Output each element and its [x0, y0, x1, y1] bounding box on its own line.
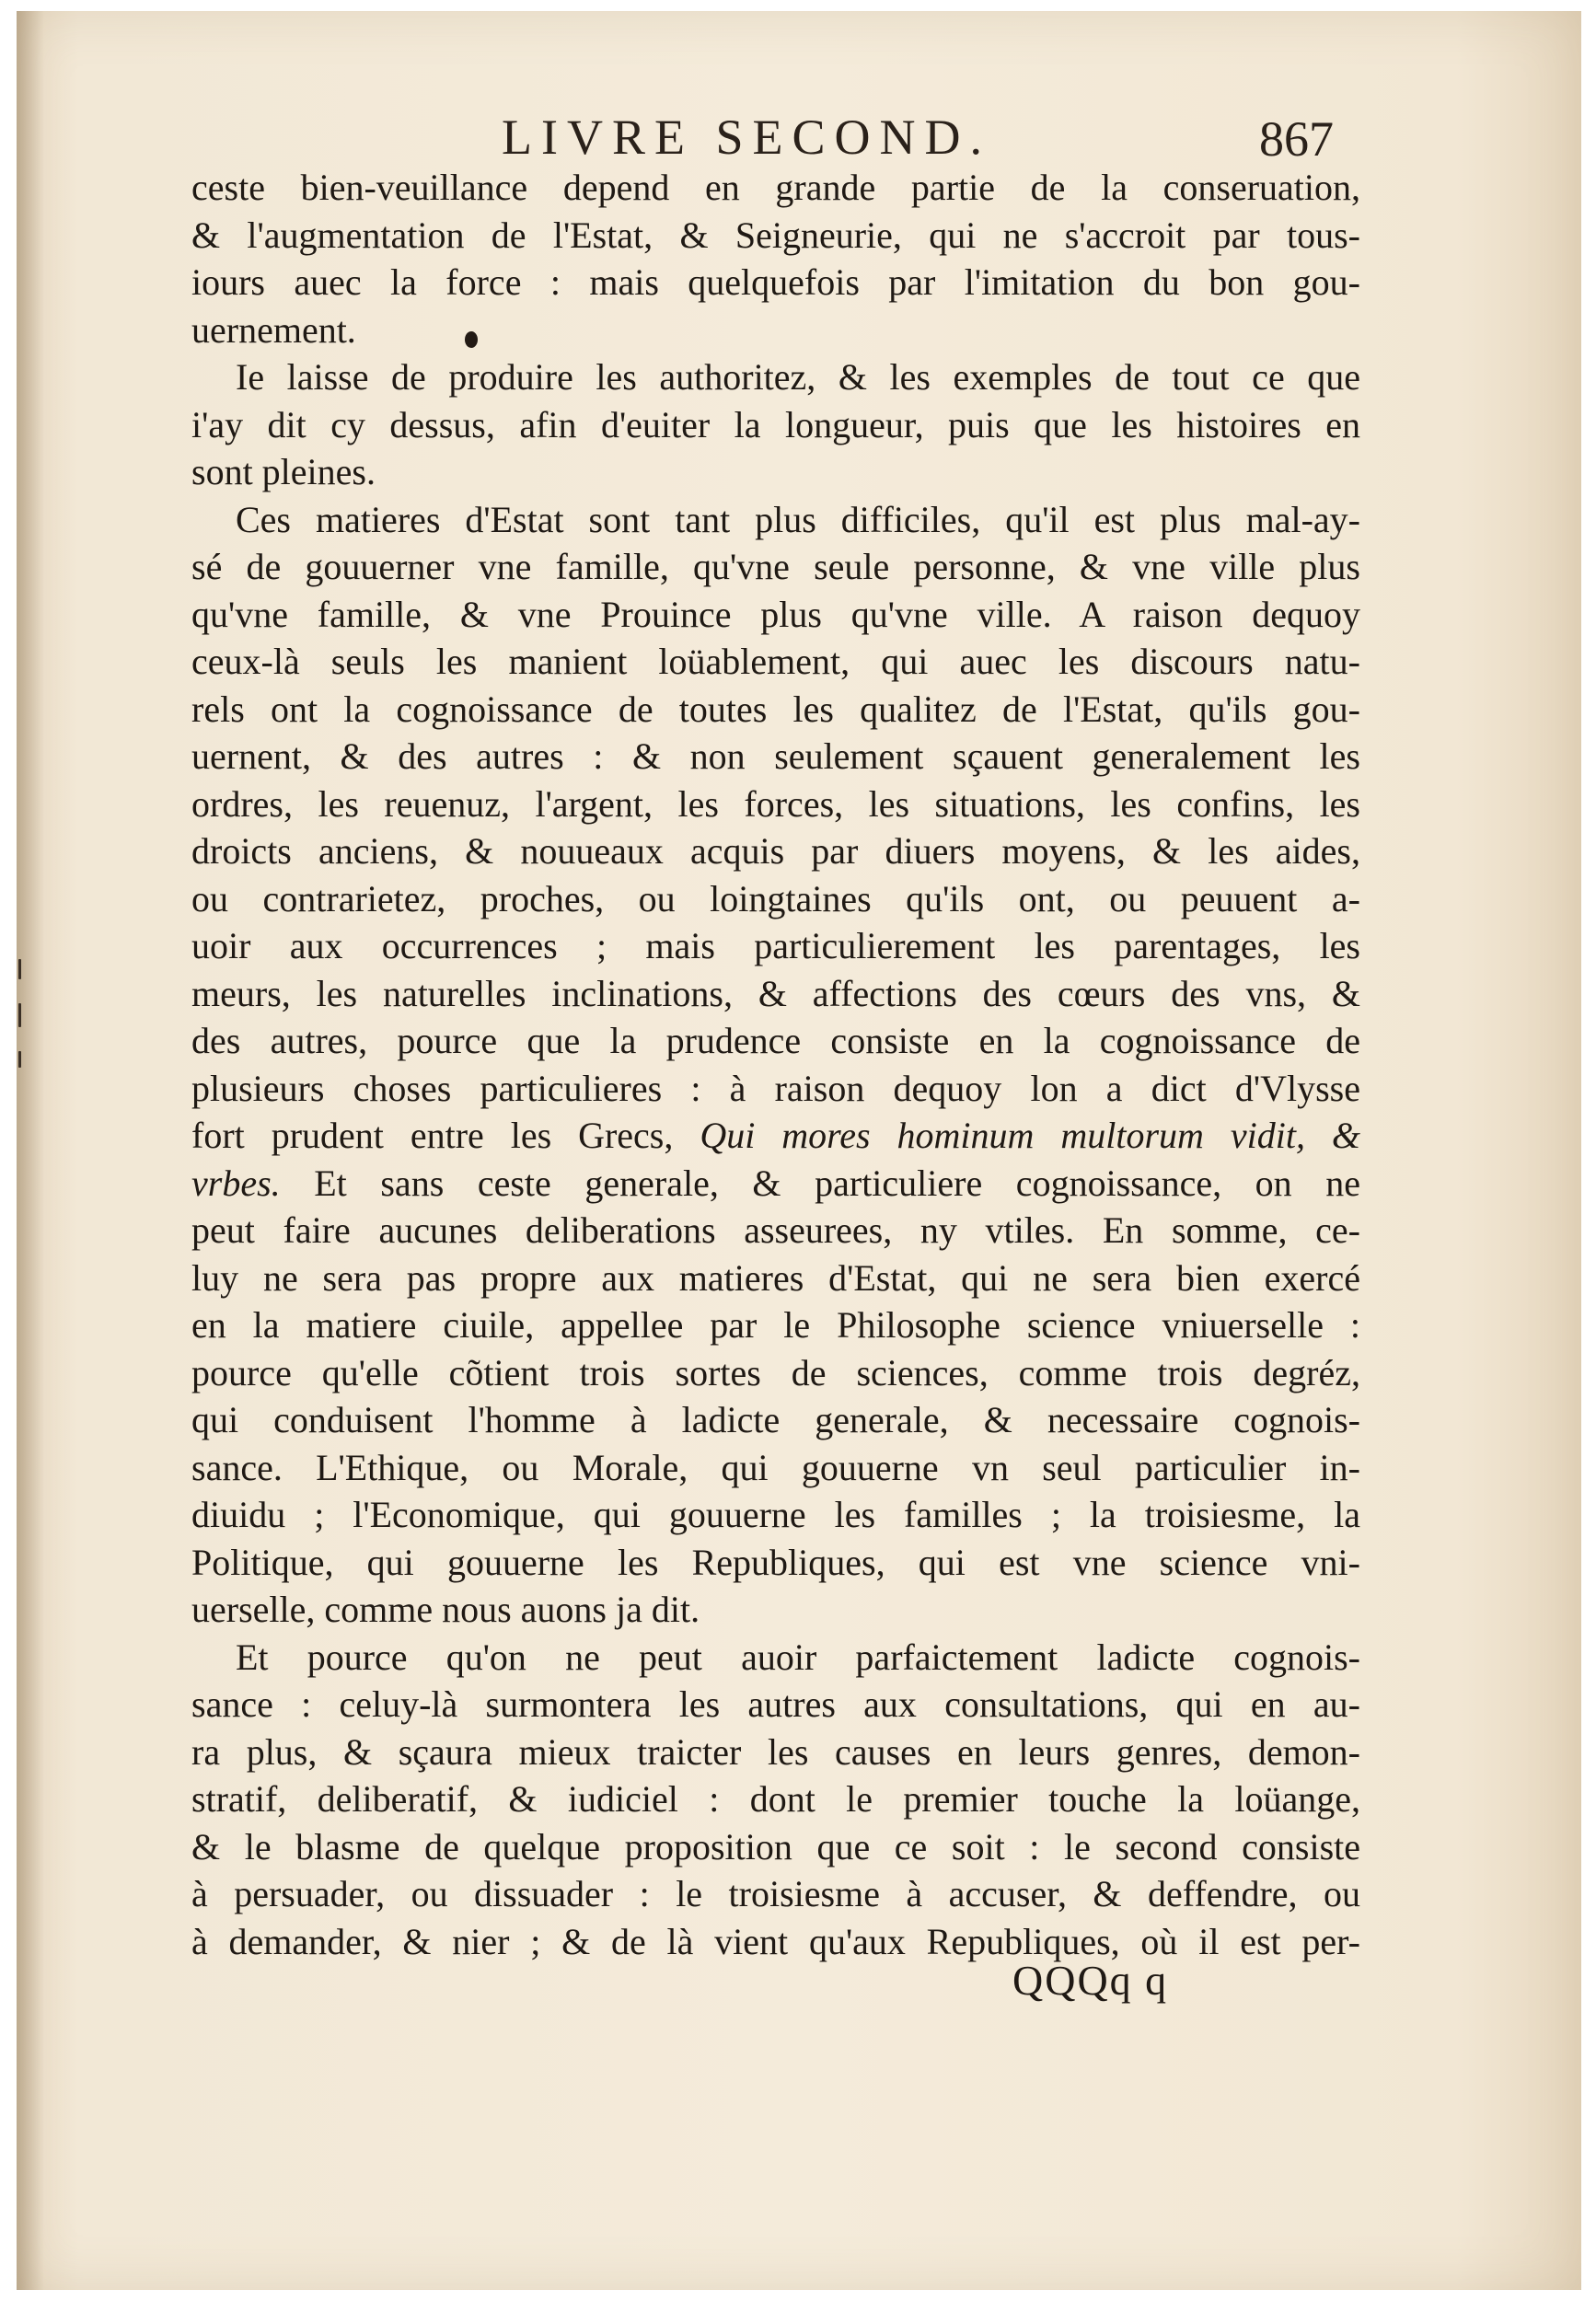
text-line: en la matiere ciuile, appellee par le Philosophe science vniuerselle :	[191, 1304, 1360, 1346]
text-line: sance. L'Ethique, ou Morale, qui gouuerne vn seul particulier in-	[191, 1446, 1360, 1488]
text-segment: Et sans ceste generale, & particuliere cognoissance, on ne	[314, 1162, 1361, 1204]
body-text	[191, 164, 1360, 1965]
signature-mark: QQQq q	[1012, 1957, 1169, 2004]
text-line: i'ay dit cy dessus, afin d'euiter la longueur, puis que les histoires en	[191, 403, 1360, 445]
page-number: 867	[1259, 111, 1334, 167]
text-line: à persuader, ou dissuader : le troisiesme à accuser, & deffendre, ou	[191, 1873, 1360, 1914]
text-line: Ces matieres d'Estat sont tant plus difficiles, qu'il est plus mal-ay-	[236, 498, 1360, 540]
text-line: peut faire aucunes deliberations asseurees, ny vtiles. En somme, ce-	[191, 1209, 1360, 1251]
margin-mark	[18, 1003, 21, 1027]
text-line: uoir aux occurrences ; mais particulierement les parentages, les	[191, 925, 1360, 966]
text-line: ceste bien-veuillance depend en grande partie de la conseruation,	[191, 167, 1360, 208]
text-line: ceux-là seuls les manient loüablement, qui auec les discours natu-	[191, 641, 1360, 682]
text-line: sé de gouuerner vne famille, qu'vne seule personne, & vne ville plus	[191, 546, 1360, 587]
text-line: Politique, qui gouuerne les Republiques, qui est vne science vni-	[191, 1541, 1360, 1583]
text-line: qu'vne famille, & vne Prouince plus qu'vne ville. A raison dequoy	[191, 593, 1360, 635]
margin-mark	[18, 959, 21, 979]
text-line: des autres, pource que la prudence consiste en la cognoissance de	[191, 1020, 1360, 1061]
margin-mark	[18, 1051, 21, 1068]
text-line: droicts anciens, & nouueaux acquis par diuers moyens, & les aides,	[191, 830, 1360, 872]
text-line: & le blasme de quelque proposition que ce soit : le second consiste	[191, 1825, 1360, 1867]
text-line: iours auec la force : mais quelquefois par l'imitation du bon gou-	[191, 261, 1360, 303]
running-title: LIVRE SECOND.	[502, 110, 991, 165]
text-line: diuidu ; l'Economique, qui gouuerne les familles ; la troisiesme, la	[191, 1494, 1360, 1535]
text-line: stratif, deliberatif, & iudiciel : dont le premier touche la loüange,	[191, 1778, 1360, 1820]
text-line-with-quote	[191, 1112, 1360, 1160]
text-line: sance : celuy-là surmontera les autres aux consultations, qui en au-	[191, 1683, 1360, 1725]
text-line: Ie laisse de produire les authoritez, & les exemples de tout ce que	[236, 356, 1360, 398]
text-line: meurs, les naturelles inclinations, & affections des cœurs des vns, &	[191, 972, 1360, 1014]
latin-quotation-end: vrbes.	[191, 1162, 281, 1204]
text-line: pource qu'elle cõtient trois sortes de sciences, comme trois degréz,	[191, 1351, 1360, 1393]
text-line-with-quote	[191, 1160, 1360, 1208]
text-line: ou contrarietez, proches, ou loingtaines qu'ils ont, ou peuuent a-	[191, 877, 1360, 919]
text-line: plusieurs choses particulieres : à raison dequoy lon a dict d'Vlysse	[191, 1067, 1360, 1109]
text-line: uernement.	[191, 308, 356, 351]
text-line: uernent, & des autres : & non seulement sçauent generalement les	[191, 735, 1360, 777]
text-line: sont pleines.	[191, 451, 376, 492]
text-line: rels ont la cognoissance de toutes les qualitez de l'Estat, qu'ils gou-	[191, 688, 1360, 730]
binding-shadow	[17, 11, 44, 2290]
text-segment: fort prudent entre les Grecs,	[191, 1115, 674, 1156]
text-line: ordres, les reuenuz, l'argent, les forces, les situations, les confins, les	[191, 782, 1360, 825]
text-line: qui conduisent l'homme à ladicte generale, & necessaire cognois-	[191, 1399, 1360, 1440]
text-line: Et pource qu'on ne peut auoir parfaictement ladicte cognois-	[236, 1636, 1360, 1678]
latin-quotation: Qui mores hominum multorum vidit, &	[700, 1115, 1360, 1156]
text-line: & l'augmentation de l'Estat, & Seigneurie, qui ne s'accroit par tous-	[191, 214, 1360, 256]
text-line: à demander, & nier ; & de là vient qu'aux Republiques, où il est per-	[191, 1920, 1360, 1962]
text-line: uerselle, comme nous auons ja dit.	[191, 1589, 700, 1630]
text-line: luy ne sera pas propre aux matieres d'Estat, qui ne sera bien exercé	[191, 1256, 1360, 1299]
text-line: ra plus, & sçaura mieux traicter les causes en leurs genres, demon-	[191, 1730, 1360, 1773]
